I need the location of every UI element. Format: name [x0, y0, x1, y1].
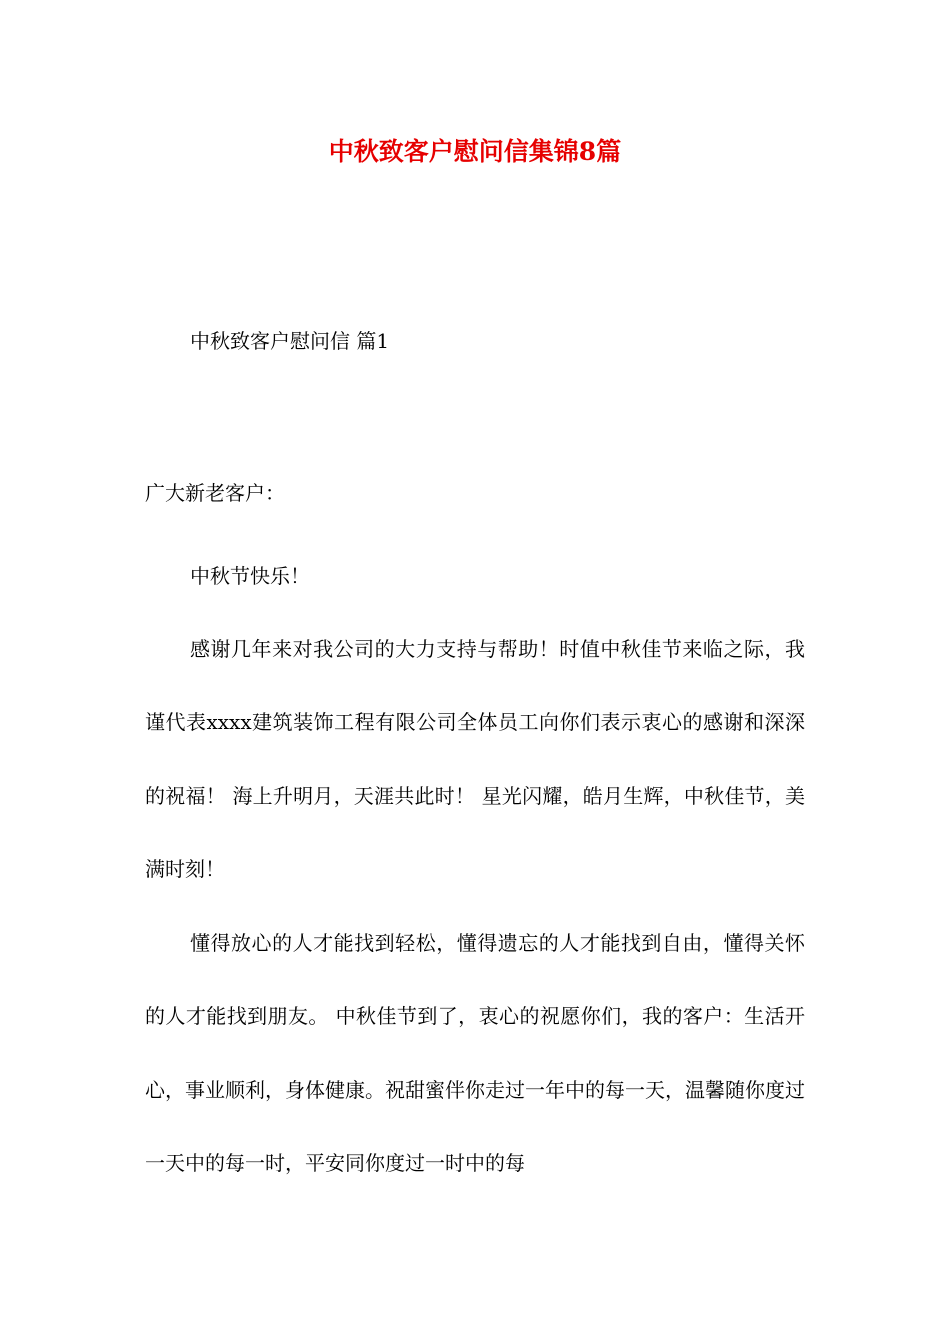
paragraph-wishes: 懂得放心的人才能找到轻松，懂得遗忘的人才能找到自由，懂得关怀的人才能找到朋友。 中秋佳节到了，衷心的祝愿你们，我的客户：生活开心，事业顺利，身体健康。祝甜蜜伴你走过一年中的每一天，温馨随你度过一天中的每一时，平安同你度过一时中的每: [145, 931, 805, 1176]
paragraph-thanks: 感谢几年来对我公司的大力支持与帮助！时值中秋佳节来临之际，我谨代表xxxx建筑装饰工程有限公司全体员工向你们表示衷心的感谢和深深的祝福！ 海上升明月，天涯共此时！ 星光闪耀，皓月生辉，中秋佳节，美满时刻！: [145, 637, 805, 882]
section-heading: 中秋致客户慰问信 篇1: [190, 329, 390, 353]
paragraph-greeting: 中秋节快乐！: [190, 564, 310, 588]
letter-salutation: 广大新老客户：: [145, 481, 285, 505]
document-title: 中秋致客户慰问信集锦8篇: [328, 137, 622, 166]
